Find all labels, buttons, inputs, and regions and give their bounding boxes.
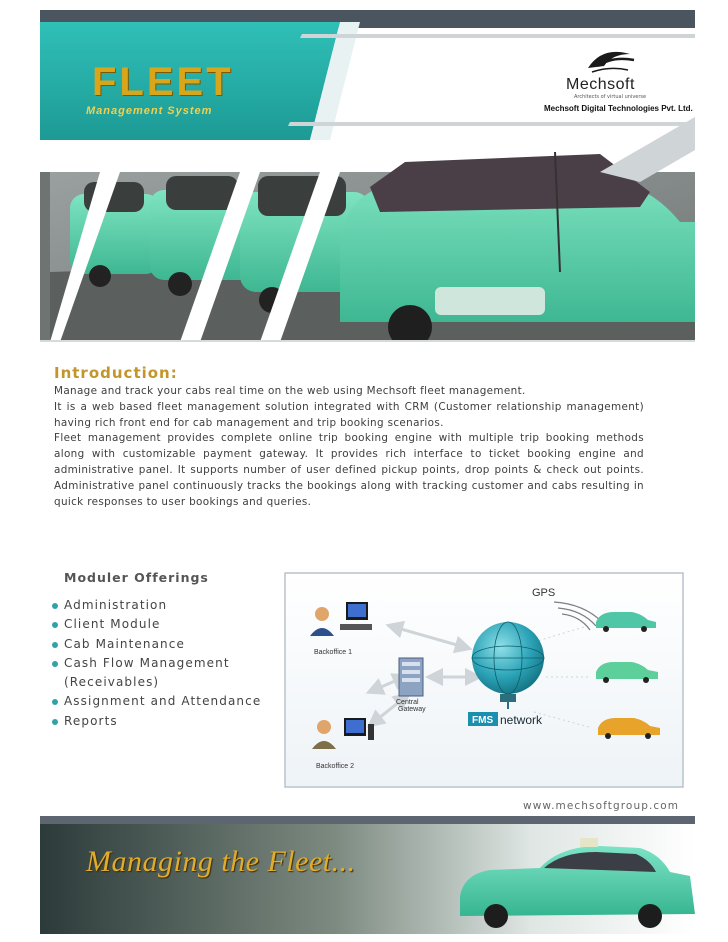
bullet-icon: [52, 699, 58, 705]
intro-paragraph: It is a web based fleet management solution integrated with CRM (Customer relationship management) having rich front end for cab management and trip booking scenarios.: [54, 400, 644, 429]
logo-name: Mechsoft: [566, 76, 635, 93]
list-item: Reports: [52, 712, 261, 731]
intro-heading: Introduction:: [54, 364, 178, 382]
network-diagram: [284, 572, 684, 788]
list-item: Cab Maintenance: [52, 635, 261, 654]
backoffice-2-label: Backoffice 2: [316, 763, 355, 770]
list-item: Assignment and Attendance: [52, 692, 261, 711]
intro-body: [54, 384, 644, 510]
gateway-label-line2: Gateway: [398, 706, 426, 713]
network-label: network: [500, 713, 543, 727]
company-name: Mechsoft Digital Technologies Pvt. Ltd.: [544, 104, 693, 113]
list-item: Administration: [52, 596, 261, 615]
bullet-icon: [52, 622, 58, 628]
footer-slogan: Managing the Fleet...: [86, 845, 356, 878]
list-item: Cash Flow Management: [52, 654, 261, 673]
gateway-label-line1: Central: [396, 699, 419, 706]
mechsoft-logo-icon: [542, 40, 682, 80]
modules-heading: Moduler Offerings: [64, 570, 209, 585]
list-item: Client Module: [52, 615, 261, 634]
bullet-icon: [52, 719, 58, 725]
intro-paragraph: Manage and track your cabs real time on the web using Mechsoft fleet management.: [54, 385, 526, 397]
intro-paragraph: Fleet management provides complete online trip booking engine with multiple trip booking methods along with customizable payment gateway. It provides rich interface to ticket booking engine and administrative panel. It supports number of user defined pickup points, drop points & check out points. Administrative panel continuously tracks the bookings along with tracking customer and cabs resulting in quick responses to user bookings and queries.: [54, 432, 644, 508]
website-link[interactable]: www.mechsoftgroup.com: [523, 800, 680, 812]
footer-bar: [40, 816, 695, 824]
top-bar: [40, 10, 695, 22]
list-item: (Receivables): [64, 675, 160, 690]
bullet-icon: [52, 642, 58, 648]
brand-title: FLEET: [92, 60, 234, 104]
bullet-icon: [52, 603, 58, 609]
server-icon: [399, 658, 423, 696]
logo-tagline: Architects of virtual universe: [574, 94, 647, 100]
footer-banner: [40, 824, 695, 934]
brand-subtitle: Management System: [86, 105, 213, 117]
modules-list: [52, 596, 261, 731]
fms-badge-label: FMS: [472, 715, 494, 726]
gps-label: GPS: [532, 587, 556, 599]
bullet-icon: [52, 661, 58, 667]
backoffice-1-label: Backoffice 1: [314, 649, 353, 656]
